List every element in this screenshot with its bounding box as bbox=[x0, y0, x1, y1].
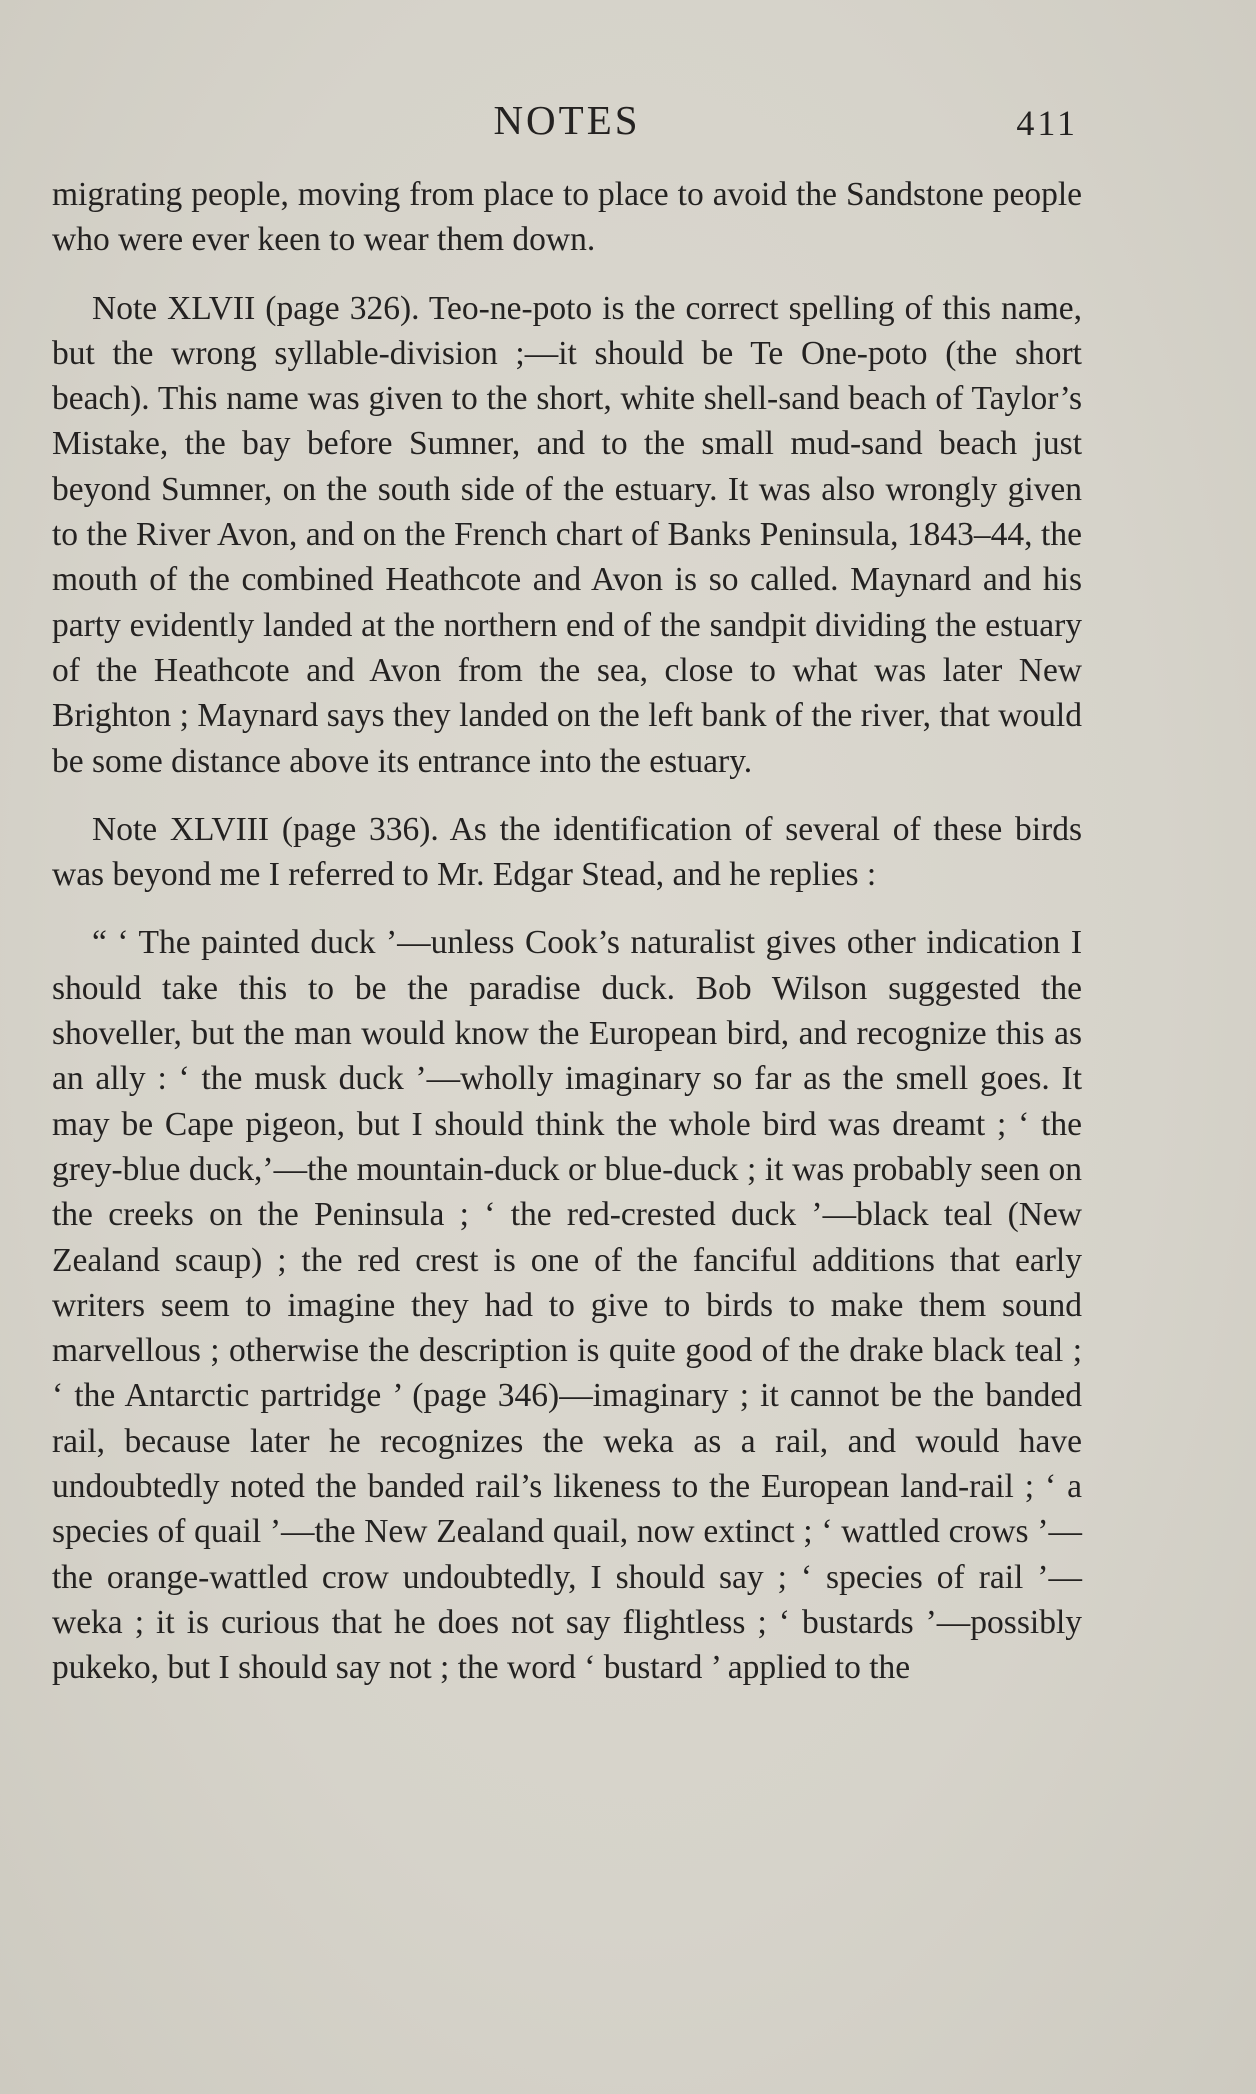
paragraph-continuation: migrating people, moving from place to place to avoid the Sandstone people who were ever keen to wear them down. bbox=[52, 176, 1082, 259]
page-number: 411 bbox=[1016, 103, 1078, 143]
paragraph-note-xlviii: Note XLVIII (page 336). As the identification of several of these birds was beyond me I referred to Mr. Edgar Stead, and he replies : bbox=[52, 810, 1082, 894]
paragraph-stead-quote: “ ‘ The painted duck ’—unless Cook’s naturalist gives other indication I should take this to be the paradise duck. Bob Wilson suggested the shoveller, but the man would know the European bird, and recognize this as an ally : ‘ the musk duck ’—wholly imaginary so far as the smell goes. It may be Cape pigeon, but I should think the whole bird was dreamt ; ‘ the grey-blue duck,’—the mountain-duck or blue-duck ; it was probably seen on the creeks on the Peninsula ; ‘ the red-crested duck ’—black teal (New Zealand scaup) ; the red crest is one of the fanciful additions that early writers seem to imagine they had to give to birds to make them sound marvellous ; otherwise the description is quite good of the drake black teal ; ‘ the Antarctic partridge ’ (page 346)—imaginary ; it cannot be the banded rail, because later he recognizes the weka as a rail, and would have undoubtedly noted the banded rail’s likeness to the European land-rail ; ‘ a species of quail ’—the New Zealand quail, now extinct ; ‘ wattled crows ’—the orange-wattled crow undoubtedly, I should say ; ‘ species of rail ’—weka ; it is curious that he does not say flightless ; ‘ bustards ’—possibly pukeko, but I should say not ; the word ‘ bustard ’ applied to the bbox=[52, 924, 1082, 1687]
page-header bbox=[52, 96, 1082, 146]
body-text bbox=[52, 172, 1082, 1714]
paragraph-note-xlvii: Note XLVII (page 326). Teo-ne-poto is the correct spelling of this name, but the wrong syllable-division ;—it should be Te One-poto (the short beach). This name was given to the short, white shell-sand beach of Taylor’s Mistake, the bay before Sumner, and to the small mud-sand beach just beyond Sumner, on the south side of the estuary. It was also wrongly given to the River Avon, and on the French chart of Banks Peninsula, 1843–44, the mouth of the combined Heathcote and Avon is so called. Maynard and his party evidently landed at the northern end of the sandpit dividing the estuary of the Heathcote and Avon from the sea, close to what was later New Brighton ; Maynard says they landed on the left bank of the river, that would be some distance above its entrance into the estuary. bbox=[52, 289, 1082, 780]
running-title: NOTES bbox=[493, 97, 641, 143]
